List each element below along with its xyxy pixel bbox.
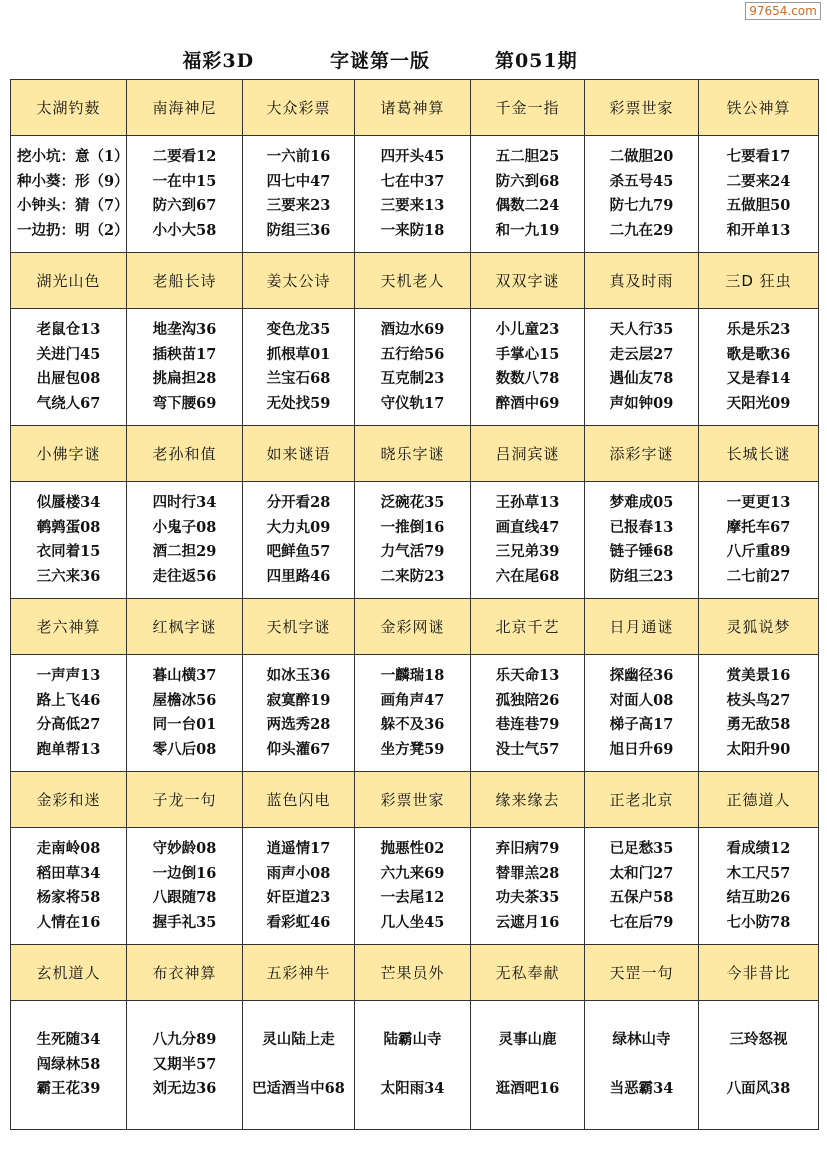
riddle-line: 一去尾12 (380, 889, 445, 906)
header-row (11, 772, 819, 828)
riddle-cell (699, 828, 819, 945)
riddle-line: 握手礼35 (152, 913, 217, 931)
riddle-line: 兰宝石68 (266, 370, 331, 387)
riddle-line: 仰头灌67 (266, 740, 331, 758)
riddle-line: 三兄弟39 (495, 543, 560, 560)
riddle-cell (699, 482, 819, 599)
riddle-line: 生死随34 (36, 1031, 101, 1049)
column-header: 正老北京 (585, 772, 699, 828)
riddle-line: 四时行34 (152, 494, 217, 511)
riddle-line: 结互助26 (726, 889, 791, 906)
column-header: 大众彩票 (243, 80, 355, 136)
riddle-row (11, 309, 819, 426)
riddle-line: 八九分89 (152, 1031, 217, 1049)
riddle-cell (11, 828, 127, 945)
site-watermark: 97654.com (745, 2, 821, 20)
riddle-line: 挑扁担28 (152, 370, 217, 387)
column-header: 三D 狂虫 (699, 253, 819, 309)
riddle-line: 躲不及36 (380, 716, 445, 733)
riddle-line: 八跟随78 (152, 889, 217, 906)
riddle-cell (699, 1001, 819, 1130)
header-row (11, 945, 819, 1001)
riddle-line: 刘无边36 (152, 1080, 217, 1098)
riddle-cell (11, 309, 127, 426)
column-header: 太湖钓薮 (11, 80, 127, 136)
riddle-line: 稻田草34 (36, 864, 101, 882)
riddle-line: 云遮月16 (495, 913, 560, 931)
column-header: 晓乐字谜 (355, 426, 471, 482)
riddle-line: 小儿童23 (495, 321, 560, 338)
riddle-line: 孤独陪26 (495, 691, 560, 709)
column-header: 彩票世家 (585, 80, 699, 136)
riddle-line: 一声声13 (36, 667, 101, 684)
riddle-line: 鹌鹑蛋08 (36, 518, 101, 536)
riddle-cell (243, 655, 355, 772)
riddle-cell (585, 1001, 699, 1130)
riddle-line: 屋檐冰56 (152, 691, 217, 709)
header-row (11, 599, 819, 655)
riddle-line: 巷连巷79 (495, 716, 560, 733)
riddle-line: 泛碗花35 (380, 494, 445, 511)
riddle-line: 四七中47 (266, 172, 331, 190)
riddle-line: 老鼠仓13 (36, 321, 101, 338)
riddle-line: 五二胆25 (495, 148, 560, 165)
riddle-line: 路上飞46 (36, 691, 101, 709)
riddle-line: 乐是乐23 (726, 321, 791, 338)
header-row (11, 80, 819, 136)
column-header: 金彩网谜 (355, 599, 471, 655)
riddle-row (11, 136, 819, 253)
riddle-line: 对面人08 (609, 691, 674, 709)
riddle-line: 吧鲜鱼57 (266, 543, 331, 560)
riddle-cell (585, 828, 699, 945)
riddle-line: 枝头鸟27 (726, 691, 791, 709)
column-header: 蓝色闪电 (243, 772, 355, 828)
riddle-line: 气绕人67 (36, 394, 101, 412)
riddle-line: 寂寞醉19 (266, 691, 331, 709)
riddle-line: 一边倒16 (152, 864, 217, 882)
riddle-line: 已报春13 (609, 518, 674, 536)
riddle-cell (471, 1001, 585, 1130)
riddle-line: 摩托车67 (726, 518, 791, 536)
riddle-line: 和开单13 (726, 221, 791, 239)
riddle-line: 功夫茶35 (495, 889, 560, 906)
column-header: 老船长诗 (127, 253, 243, 309)
riddle-line: 偶数二24 (495, 197, 560, 214)
riddle-line: 画角声47 (380, 691, 445, 709)
riddle-line (585, 1053, 698, 1078)
riddle-line: 防六到67 (152, 197, 217, 214)
column-header: 金彩和迷 (11, 772, 127, 828)
riddle-line: 一六前16 (266, 148, 331, 165)
riddle-line: 酒二担29 (152, 543, 217, 560)
riddle-line: 链子锤68 (609, 543, 674, 560)
riddle-line: 赏美景16 (726, 667, 791, 684)
riddle-cell (127, 482, 243, 599)
page-title (0, 46, 760, 73)
riddle-cell (585, 655, 699, 772)
riddle-line: 灵山陆上走 (262, 1031, 335, 1049)
riddle-cell (471, 482, 585, 599)
riddle-line: 无处找59 (266, 394, 331, 412)
riddle-cell (127, 655, 243, 772)
riddle-row (11, 1001, 819, 1130)
column-header: 小佛字谜 (11, 426, 127, 482)
column-header: 如来谜语 (243, 426, 355, 482)
riddle-cell (471, 136, 585, 253)
column-header: 子龙一句 (127, 772, 243, 828)
riddle-line: 绿林山寺 (612, 1031, 671, 1049)
riddle-line (355, 1053, 470, 1078)
riddle-line: 抓根草01 (266, 345, 331, 363)
riddle-line: 探幽径36 (609, 667, 674, 684)
riddle-line: 太阳雨34 (380, 1080, 445, 1098)
riddle-line: 奸臣道23 (266, 889, 331, 906)
column-header: 姜太公诗 (243, 253, 355, 309)
column-header: 老六神算 (11, 599, 127, 655)
column-header: 吕洞宾谜 (471, 426, 585, 482)
column-header: 千金一指 (471, 80, 585, 136)
header-row (11, 253, 819, 309)
riddle-line: 闯绿林58 (36, 1055, 101, 1073)
riddle-line: 四里路46 (266, 567, 331, 585)
riddle-line: 梯子高17 (609, 716, 674, 733)
riddle-line: 暮山横37 (152, 667, 217, 684)
riddle-line: 弯下腰69 (152, 394, 217, 412)
riddle-line: 三玲怒视 (729, 1031, 788, 1049)
riddle-line: 防七九79 (609, 197, 674, 214)
riddle-line: 互克制23 (380, 370, 445, 387)
riddle-line: 小鬼子08 (152, 518, 217, 536)
riddle-line (699, 1053, 818, 1078)
column-header: 红枫字谜 (127, 599, 243, 655)
riddle-line: 画直线47 (495, 518, 560, 536)
column-header: 缘来缘去 (471, 772, 585, 828)
riddle-line: 逛酒吧16 (495, 1080, 560, 1098)
riddle-line: 分高低27 (36, 716, 101, 733)
hint-line: 种小葵：形（9） (17, 172, 129, 190)
riddle-cell (585, 136, 699, 253)
riddle-line: 两选秀28 (266, 716, 331, 733)
column-header: 芒果员外 (355, 945, 471, 1001)
column-header: 日月通谜 (585, 599, 699, 655)
column-header: 彩票世家 (355, 772, 471, 828)
riddle-cell (585, 482, 699, 599)
riddle-line: 如冰玉36 (266, 667, 331, 684)
riddle-line: 防六到68 (495, 172, 560, 190)
riddle-line: 杨家将58 (36, 889, 101, 906)
column-header: 灵狐说梦 (699, 599, 819, 655)
column-header: 长城长谜 (699, 426, 819, 482)
title-lottery: 福彩3D (182, 50, 255, 72)
riddle-line: 声如钟09 (609, 394, 674, 412)
column-header: 真及时雨 (585, 253, 699, 309)
riddle-line: 小小大58 (152, 221, 217, 239)
column-header: 无私奉献 (471, 945, 585, 1001)
column-header: 天机字谜 (243, 599, 355, 655)
hint-line: 一边扔：明（2） (17, 221, 129, 239)
column-header: 双双字谜 (471, 253, 585, 309)
riddle-line: 一来防18 (380, 221, 445, 239)
riddle-cell (699, 309, 819, 426)
riddle-line: 手掌心15 (495, 345, 560, 363)
riddle-line: 几人坐45 (380, 913, 445, 931)
riddle-line: 陆霸山寺 (383, 1031, 442, 1049)
riddle-line: 插秧苗17 (152, 345, 217, 363)
riddle-line: 走往返56 (152, 567, 217, 585)
riddle-line: 关进门45 (36, 345, 101, 363)
riddle-line (243, 1053, 354, 1078)
riddle-line: 走云层27 (609, 345, 674, 363)
riddle-cell (243, 828, 355, 945)
riddle-line: 三六来36 (36, 567, 101, 585)
riddle-cell (471, 655, 585, 772)
column-header: 天机老人 (355, 253, 471, 309)
riddle-line: 七小防78 (726, 913, 791, 931)
riddle-line: 七在中37 (380, 172, 445, 190)
riddle-line: 醉酒中69 (495, 394, 560, 412)
riddle-line: 巴适酒当中68 (252, 1080, 345, 1098)
riddle-line: 遇仙友78 (609, 370, 674, 387)
riddle-line: 坐方凳59 (380, 740, 445, 758)
riddle-line: 二要来24 (726, 172, 791, 190)
title-issue: 第051期 (494, 50, 578, 72)
riddle-cell (127, 136, 243, 253)
riddle-line: 八斤重89 (726, 543, 791, 560)
riddle-cell (355, 828, 471, 945)
riddle-line: 没士气57 (495, 740, 560, 758)
column-header: 添彩字谜 (585, 426, 699, 482)
riddle-line: 一麟瑞18 (380, 667, 445, 684)
riddle-line: 木工尺57 (726, 864, 791, 882)
riddle-line: 守妙龄08 (152, 840, 217, 857)
riddle-line: 已足愁35 (609, 840, 674, 857)
riddle-line: 零八后08 (152, 740, 217, 758)
column-header: 湖光山色 (11, 253, 127, 309)
riddle-line: 人情在16 (36, 913, 101, 931)
riddle-cell (243, 136, 355, 253)
column-header: 南海神尼 (127, 80, 243, 136)
riddle-row (11, 828, 819, 945)
riddle-line: 看彩虹46 (266, 913, 331, 931)
riddle-line: 似蜃楼34 (36, 494, 101, 511)
riddle-cell (11, 655, 127, 772)
riddle-cell (585, 309, 699, 426)
riddle-line: 二来防23 (380, 567, 445, 585)
riddle-cell (243, 309, 355, 426)
riddle-line: 跑单帮13 (36, 740, 101, 758)
riddle-line: 看成绩12 (726, 840, 791, 857)
riddle-cell (11, 482, 127, 599)
column-header: 铁公神算 (699, 80, 819, 136)
riddle-line: 又期半57 (152, 1055, 217, 1073)
riddle-row (11, 655, 819, 772)
riddle-cell (243, 482, 355, 599)
riddle-line: 七要看17 (726, 148, 791, 165)
column-header: 正德道人 (699, 772, 819, 828)
riddle-line: 地垄沟36 (152, 321, 217, 338)
riddle-cell (355, 1001, 471, 1130)
riddle-line: 和一九19 (495, 221, 560, 239)
riddle-line: 弃旧病79 (495, 840, 560, 857)
riddle-cell (11, 1001, 127, 1130)
riddle-line: 五做胆50 (726, 197, 791, 214)
hint-line: 挖小坑：意（1） (17, 148, 129, 165)
riddle-cell (243, 1001, 355, 1130)
header-row (11, 426, 819, 482)
riddle-line: 杀五号45 (609, 172, 674, 190)
riddle-line: 五保户58 (609, 889, 674, 906)
riddle-line: 四开头45 (380, 148, 445, 165)
riddle-line: 守仪轨17 (380, 394, 445, 412)
riddle-cell (127, 309, 243, 426)
riddle-table (10, 79, 819, 1130)
riddle-line: 二九在29 (609, 221, 674, 239)
riddle-line: 二七前27 (726, 567, 791, 585)
riddle-cell (699, 655, 819, 772)
riddle-line: 雨声小08 (266, 864, 331, 882)
riddle-line: 三要来13 (380, 197, 445, 214)
riddle-line: 八面风38 (726, 1080, 791, 1098)
riddle-cell (355, 482, 471, 599)
riddle-line: 梦难成05 (609, 494, 674, 511)
riddle-line: 一推倒16 (380, 518, 445, 536)
riddle-line: 六九来69 (380, 864, 445, 882)
riddle-line: 二做胆20 (609, 148, 674, 165)
column-header: 玄机道人 (11, 945, 127, 1001)
riddle-line: 出屉包08 (36, 370, 101, 387)
riddle-cell (355, 309, 471, 426)
riddle-cell (11, 136, 127, 253)
riddle-line: 旭日升69 (609, 740, 674, 758)
riddle-line: 逍遥情17 (266, 840, 331, 857)
riddle-line: 七在后79 (609, 913, 674, 931)
riddle-line: 二要看12 (152, 148, 217, 165)
riddle-line: 歌是歌36 (726, 345, 791, 363)
riddle-line: 六在尾68 (495, 567, 560, 585)
riddle-line: 防组三36 (266, 221, 331, 239)
riddle-line: 变色龙35 (266, 321, 331, 338)
riddle-line: 又是春14 (726, 370, 791, 387)
riddle-line: 抛悪性02 (380, 840, 445, 857)
riddle-cell (471, 309, 585, 426)
hint-line: 小钟头：猜（7） (17, 197, 129, 214)
riddle-line: 防组三23 (609, 567, 674, 585)
riddle-line: 五行给56 (380, 345, 445, 363)
riddle-line: 当恶霸34 (609, 1080, 674, 1098)
column-header: 老孙和值 (127, 426, 243, 482)
riddle-line: 太和门27 (609, 864, 674, 882)
riddle-line: 同一台01 (152, 716, 217, 733)
riddle-line: 分开看28 (266, 494, 331, 511)
riddle-line: 王孙草13 (495, 494, 560, 511)
riddle-cell (127, 828, 243, 945)
riddle-line: 霸王花39 (36, 1080, 101, 1098)
column-header: 今非昔比 (699, 945, 819, 1001)
riddle-line: 灵事山鹿 (498, 1031, 557, 1049)
riddle-line: 乐天命13 (495, 667, 560, 684)
riddle-line: 酒边水69 (380, 321, 445, 338)
column-header: 天罡一句 (585, 945, 699, 1001)
riddle-cell (471, 828, 585, 945)
riddle-cell (355, 136, 471, 253)
column-header: 诸葛神算 (355, 80, 471, 136)
riddle-row (11, 482, 819, 599)
riddle-line: 一在中15 (152, 172, 217, 190)
riddle-line: 太阳升90 (726, 740, 791, 758)
riddle-line: 天阳光09 (726, 394, 791, 412)
riddle-line: 走南岭08 (36, 840, 101, 857)
riddle-line: 天人行35 (609, 321, 674, 338)
riddle-line: 三要来23 (266, 197, 331, 214)
riddle-cell (127, 1001, 243, 1130)
riddle-cell (699, 136, 819, 253)
riddle-line: 勇无敌58 (726, 716, 791, 733)
riddle-line: 大力丸09 (266, 518, 331, 536)
riddle-line (471, 1053, 584, 1078)
column-header: 五彩神牛 (243, 945, 355, 1001)
column-header: 北京千艺 (471, 599, 585, 655)
title-edition: 字谜第一版 (329, 50, 430, 72)
riddle-line: 替罪羔28 (495, 864, 560, 882)
riddle-line: 力气活79 (380, 543, 445, 560)
riddle-line: 一更更13 (726, 494, 791, 511)
riddle-cell (355, 655, 471, 772)
riddle-line: 数数八78 (495, 370, 560, 387)
riddle-line: 衣同着15 (36, 543, 101, 560)
column-header: 布衣神算 (127, 945, 243, 1001)
